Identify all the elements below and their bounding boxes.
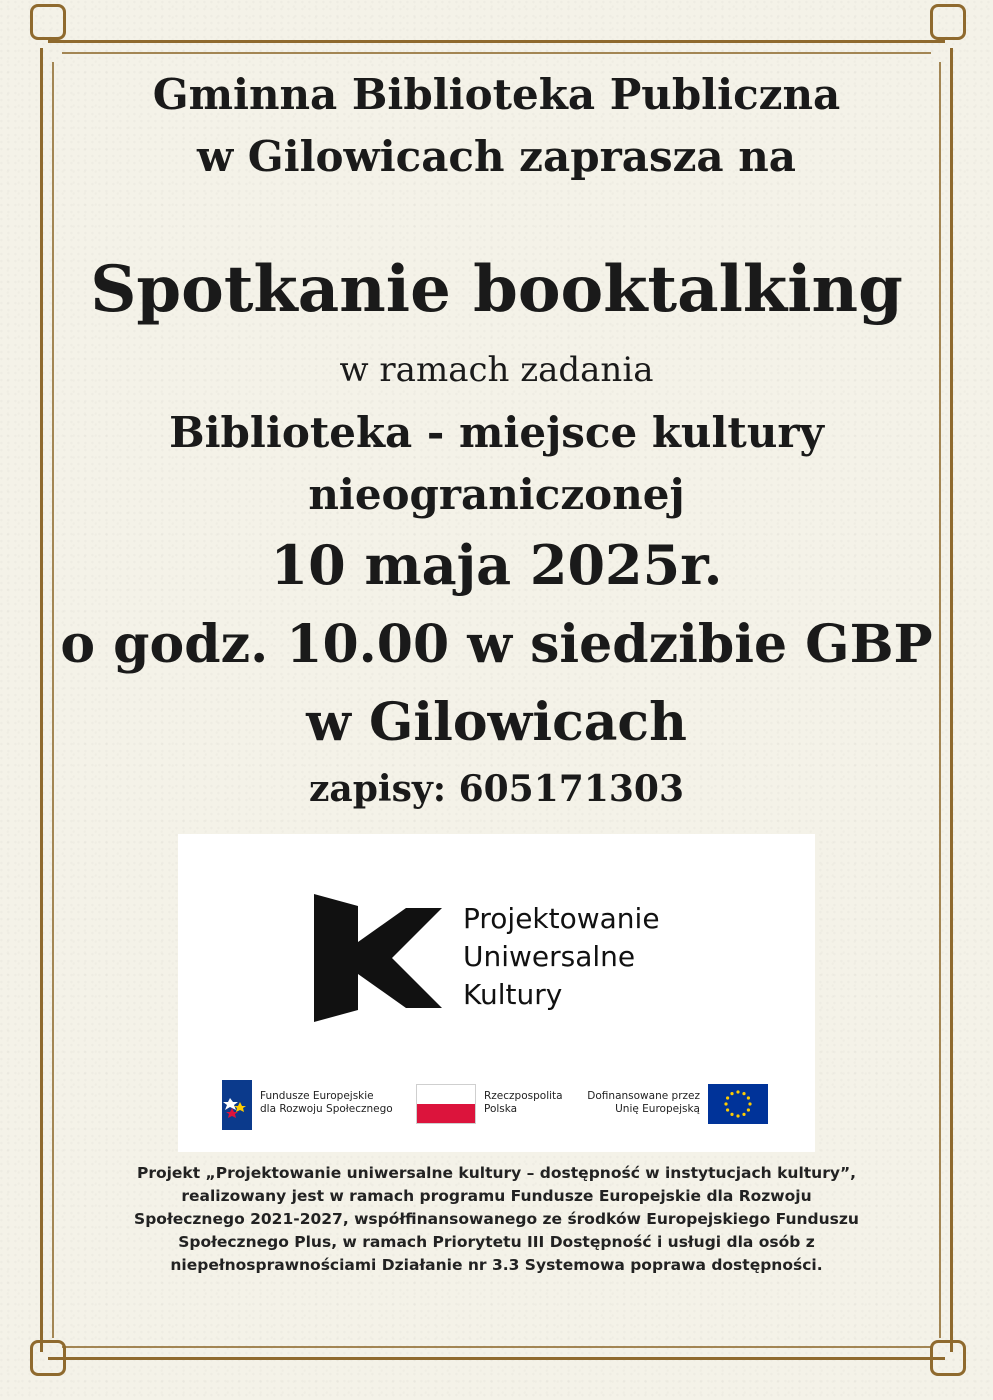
footnote-line-2: realizowany jest w ramach programu Fundusze Europejskie dla Rozwoju — [181, 1187, 812, 1205]
organizer-heading — [0, 64, 993, 188]
signup-phone: zapisy: 605171303 — [308, 768, 685, 810]
eu-cofinanced-label — [568, 1090, 700, 1116]
event-subtitle: w ramach zadania — [339, 350, 654, 390]
organizer-line-1: Gminna Biblioteka Publiczna — [152, 70, 841, 119]
puk-k-logo-icon — [314, 894, 444, 1022]
project-footnote — [120, 1162, 873, 1277]
organizer-line-2: w Gilowicach zaprasza na — [196, 132, 797, 181]
eu-flag-icon — [708, 1084, 768, 1124]
frame-corner-top-right — [930, 4, 966, 40]
event-date: 10 maja 2025r. — [270, 533, 723, 597]
eu-line-2: Unię Europejską — [615, 1103, 700, 1115]
rzeczpospolita-label — [484, 1090, 563, 1116]
task-name — [0, 402, 993, 526]
place-line-1: o godz. 10.00 w siedzibie GBP — [60, 614, 933, 675]
frame-corner-bottom-right — [930, 1340, 966, 1376]
fe-line-1: Fundusze Europejskie — [260, 1090, 374, 1102]
fe-line-2: dla Rozwoju Społecznego — [260, 1103, 393, 1115]
frame-inner-bottom-line — [62, 1346, 931, 1348]
polish-flag-icon — [416, 1084, 476, 1124]
pl-line-2: Polska — [484, 1103, 518, 1115]
frame-corner-bottom-left — [30, 1340, 66, 1376]
eu-line-1: Dofinansowane przez — [587, 1090, 700, 1102]
fundusze-europejskie-logo-icon — [222, 1080, 252, 1130]
puk-line-3: Kultury — [463, 978, 563, 1011]
event-place — [0, 606, 993, 762]
logo-panel — [178, 834, 815, 1152]
footnote-line-1: Projekt „Projektowanie uniwersalne kultury – dostępność w instytucjach kultury”, — [136, 1164, 857, 1182]
place-line-2: w Gilowicach — [306, 692, 687, 753]
pl-line-1: Rzeczpospolita — [484, 1090, 563, 1102]
frame-inner-top-line — [62, 52, 931, 54]
frame-bottom-line — [48, 1357, 945, 1360]
fundusze-europejskie-label — [260, 1090, 393, 1116]
puk-line-2: Uniwersalne — [463, 940, 636, 973]
puk-logo-text — [463, 900, 660, 1014]
frame-top-line — [48, 40, 945, 43]
task-line-1: Biblioteka - miejsce kultury — [169, 408, 824, 457]
event-title: Spotkanie booktalking — [90, 252, 903, 327]
footnote-line-5: niepełnosprawnościami Działanie nr 3.3 Systemowa poprawa dostępności. — [170, 1256, 823, 1274]
puk-line-1: Projektowanie — [463, 902, 660, 935]
footnote-line-3: Społecznego 2021-2027, współfinansowanego ze środków Europejskiego Funduszu — [134, 1210, 859, 1228]
task-line-2: nieograniczonej — [308, 470, 685, 519]
frame-corner-top-left — [30, 4, 66, 40]
footnote-line-4: Społecznego Plus, w ramach Priorytetu III Dostępność i usługi dla osób z — [178, 1233, 815, 1251]
